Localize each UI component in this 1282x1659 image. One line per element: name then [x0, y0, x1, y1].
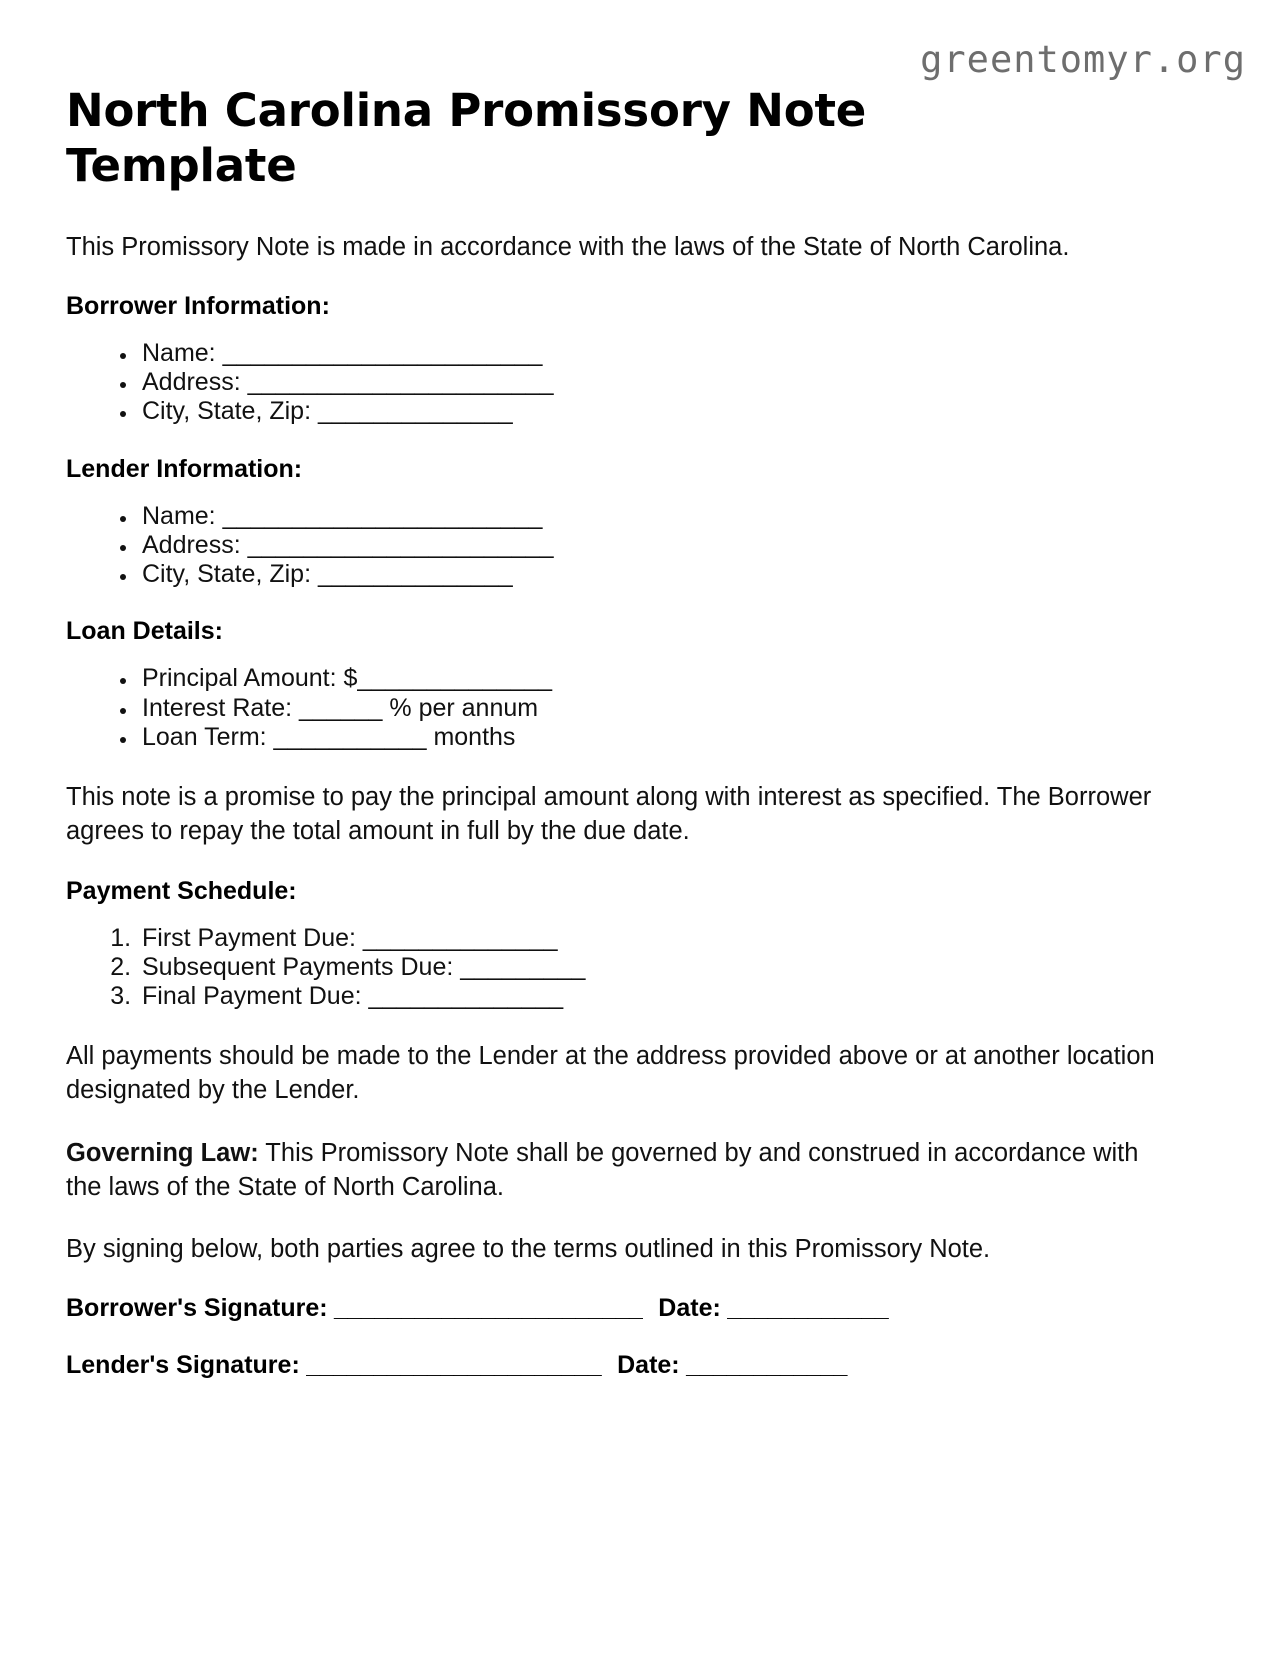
borrower-signature-row	[66, 1294, 1158, 1323]
list-item: • Loan Term: ___________ months	[138, 723, 1158, 752]
document-content	[66, 84, 1158, 1408]
list-item: • Address: ______________________	[138, 531, 1158, 560]
loan-details-heading: Loan Details:	[66, 617, 223, 646]
site-watermark: greentomyr.org	[920, 38, 1246, 81]
list-item: • Address: ______________________	[138, 368, 1158, 397]
list-item: • Principal Amount: $______________	[138, 664, 1158, 693]
governing-law-paragraph	[66, 1136, 1158, 1204]
list-item: 3. Final Payment Due: ______________	[138, 982, 1158, 1011]
governing-law-label: Governing Law:	[66, 1138, 259, 1167]
lender-signature-blank[interactable]: ______________________	[299, 1351, 602, 1380]
promise-paragraph: This note is a promise to pay the principal amount along with interest as specified. The Borrower agrees to repay the total amount in full by the due date.	[66, 783, 1152, 846]
payment-schedule-items	[66, 924, 1158, 1012]
signing-agreement-paragraph: By signing below, both parties agree to the terms outlined in this Promissory Note.	[66, 1234, 991, 1263]
lender-signature-row	[66, 1351, 1158, 1380]
list-item: • Name: _______________________	[138, 339, 1158, 368]
lender-signature-label: Lender's Signature:	[66, 1351, 300, 1380]
payment-schedule-heading: Payment Schedule:	[66, 876, 297, 905]
page-title: North Carolina Promissory Note Template	[66, 84, 867, 192]
payments-location-paragraph: All payments should be made to the Lender at the address provided above or at another location designated by the Lender.	[66, 1042, 1155, 1105]
borrower-information-fields	[66, 339, 1158, 427]
borrower-information-heading: Borrower Information:	[66, 291, 330, 320]
list-item: 2. Subsequent Payments Due: _________	[138, 953, 1158, 982]
lender-information-heading: Lender Information:	[66, 454, 303, 483]
lender-date-blank[interactable]: ____________	[679, 1351, 847, 1380]
list-item: • City, State, Zip: ______________	[138, 560, 1158, 589]
lender-information-fields	[66, 502, 1158, 590]
list-item: • City, State, Zip: ______________	[138, 397, 1158, 426]
list-item: 1. First Payment Due: ______________	[138, 924, 1158, 953]
list-item: • Interest Rate: ______ % per annum	[138, 694, 1158, 723]
borrower-date-label: Date:	[658, 1294, 721, 1323]
loan-details-fields	[66, 664, 1158, 752]
lender-date-label: Date:	[617, 1351, 680, 1380]
intro-paragraph: This Promissory Note is made in accordance with the laws of the State of North Carolina.	[66, 232, 1070, 261]
borrower-date-blank[interactable]: ____________	[720, 1294, 889, 1323]
borrower-signature-label: Borrower's Signature:	[66, 1294, 328, 1323]
list-item: • Name: _______________________	[138, 502, 1158, 531]
governing-law-text: This Promissory Note shall be governed by and construed in accordance with the laws of the State of North Carolina.	[66, 1138, 1139, 1201]
borrower-signature-blank[interactable]: _______________________	[327, 1294, 643, 1323]
